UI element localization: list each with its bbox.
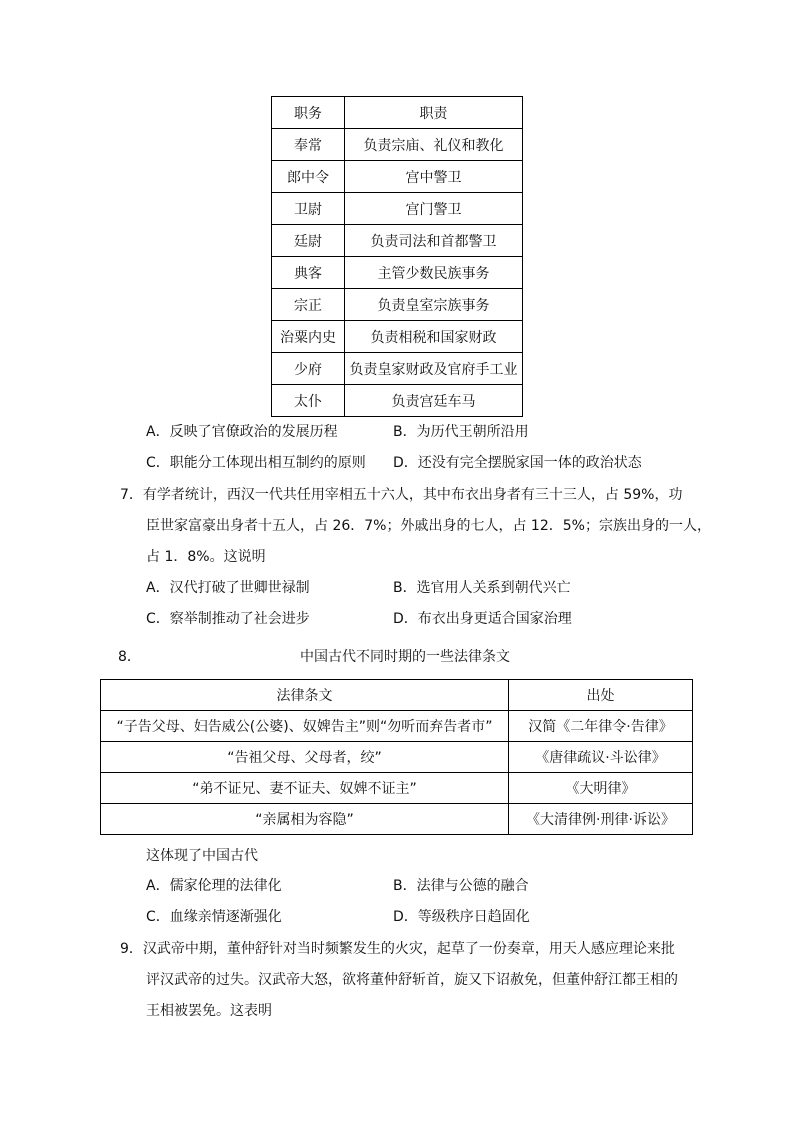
- q7-stem-line-3: 占 1．8%。这说明: [146, 549, 266, 565]
- q9-stem-line-1: 9．汉武帝中期，董仲舒针对当时频繁发生的火灾，起草了一份奏章，用天人感应理论来批: [120, 941, 675, 957]
- table-cell: “亲属相为容隐”: [101, 804, 509, 835]
- table-cell: 少府: [272, 353, 345, 385]
- q6-option-a: A．反映了官僚政治的发展历程: [146, 424, 338, 440]
- q7-option-c: C．察举制推动了社会进步: [146, 611, 310, 627]
- table-cell: 负责宗庙、礼仪和教化: [345, 129, 523, 161]
- header-cell: 法律条文: [101, 680, 509, 711]
- header-cell: 出处: [509, 680, 693, 711]
- table-row: [101, 711, 693, 742]
- table-cell: “弟不证兄、妻不证夫、奴婢不证主”: [101, 773, 509, 804]
- table-cell: 负责皇家财政及官府手工业: [345, 353, 523, 385]
- table-header-row: [272, 97, 523, 129]
- table-cell: 主管少数民族事务: [345, 257, 523, 289]
- table-row: [272, 257, 523, 289]
- table-cell: 《大明律》: [509, 773, 693, 804]
- q7-option-a: A．汉代打破了世卿世禄制: [146, 580, 310, 596]
- q6-option-c: C．职能分工体现出相互制约的原则: [146, 455, 366, 471]
- q8-option-d: D．等级秩序日趋固化: [393, 909, 530, 925]
- table-cell: 汉简《二年律令·告律》: [509, 711, 693, 742]
- table-cell: 郎中令: [272, 161, 345, 193]
- table-cell: 典客: [272, 257, 345, 289]
- q8-stem: 这体现了中国古代: [146, 848, 258, 864]
- table-header-row: [101, 680, 693, 711]
- q6-option-d: D．还没有完全摆脱家国一体的政治状态: [393, 455, 642, 471]
- table-cell: 太仆: [272, 385, 345, 417]
- table-cell: “告祖父母、父母者，绞”: [101, 742, 509, 773]
- table-cell: 《唐律疏议·斗讼律》: [509, 742, 693, 773]
- q7-option-b: B．选官用人关系到朝代兴亡: [393, 580, 571, 596]
- table-cell: 负责司法和首都警卫: [345, 225, 523, 257]
- table-cell: 奉常: [272, 129, 345, 161]
- table-row: [272, 225, 523, 257]
- table-row: [272, 161, 523, 193]
- q8-option-b: B．法律与公德的融合: [393, 878, 529, 894]
- table-cell: “子告父母、妇告威公(公婆)、奴婢告主”则“勿听而弃告者市”: [101, 711, 509, 742]
- table-cell: 负责相税和国家财政: [345, 321, 523, 353]
- table-cell: 《大清律例·刑律·诉讼》: [509, 804, 693, 835]
- q8-option-c: C．血缘亲情逐渐强化: [146, 909, 282, 925]
- table-row: [272, 129, 523, 161]
- table-row: [101, 773, 693, 804]
- officials-table: [271, 96, 523, 417]
- q8-option-a: A．儒家伦理的法律化: [146, 878, 282, 894]
- table-row: [272, 353, 523, 385]
- table-row: [272, 289, 523, 321]
- q7-stem-line-1: 7．有学者统计，西汉一代共任用宰相五十六人，其中布衣出身者有三十三人，占 59%，功: [120, 487, 683, 503]
- table-row: [101, 742, 693, 773]
- q7-option-d: D．布衣出身更适合国家治理: [393, 611, 572, 627]
- q9-stem-line-3: 王相被罢免。这表明: [146, 1003, 272, 1019]
- table-cell: 宗正: [272, 289, 345, 321]
- table-row: [272, 321, 523, 353]
- header-cell: 职责: [345, 97, 523, 129]
- table-cell: 治粟内史: [272, 321, 345, 353]
- table-row: [272, 385, 523, 417]
- table-cell: 廷尉: [272, 225, 345, 257]
- law-articles-table: [100, 679, 693, 835]
- table-cell: 负责宫廷车马: [345, 385, 523, 417]
- q8-number: 8．: [118, 649, 141, 665]
- q6-option-b: B．为历代王朝所沿用: [393, 424, 529, 440]
- q9-stem-line-2: 评汉武帝的过失。汉武帝大怒，欲将董仲舒斩首，旋又下诏赦免，但董仲舒江都王相的: [146, 972, 678, 988]
- table-cell: 卫尉: [272, 193, 345, 225]
- table-row: [272, 193, 523, 225]
- q8-table-title: 中国古代不同时期的一些法律条文: [300, 649, 510, 665]
- table-row: [101, 804, 693, 835]
- table-cell: 宫中警卫: [345, 161, 523, 193]
- table-cell: 负责皇室宗族事务: [345, 289, 523, 321]
- header-cell: 职务: [272, 97, 345, 129]
- table-cell: 宫门警卫: [345, 193, 523, 225]
- q7-stem-line-2: 臣世家富豪出身者十五人，占 26．7%；外戚出身的七人，占 12．5%；宗族出身的一人，: [146, 518, 711, 534]
